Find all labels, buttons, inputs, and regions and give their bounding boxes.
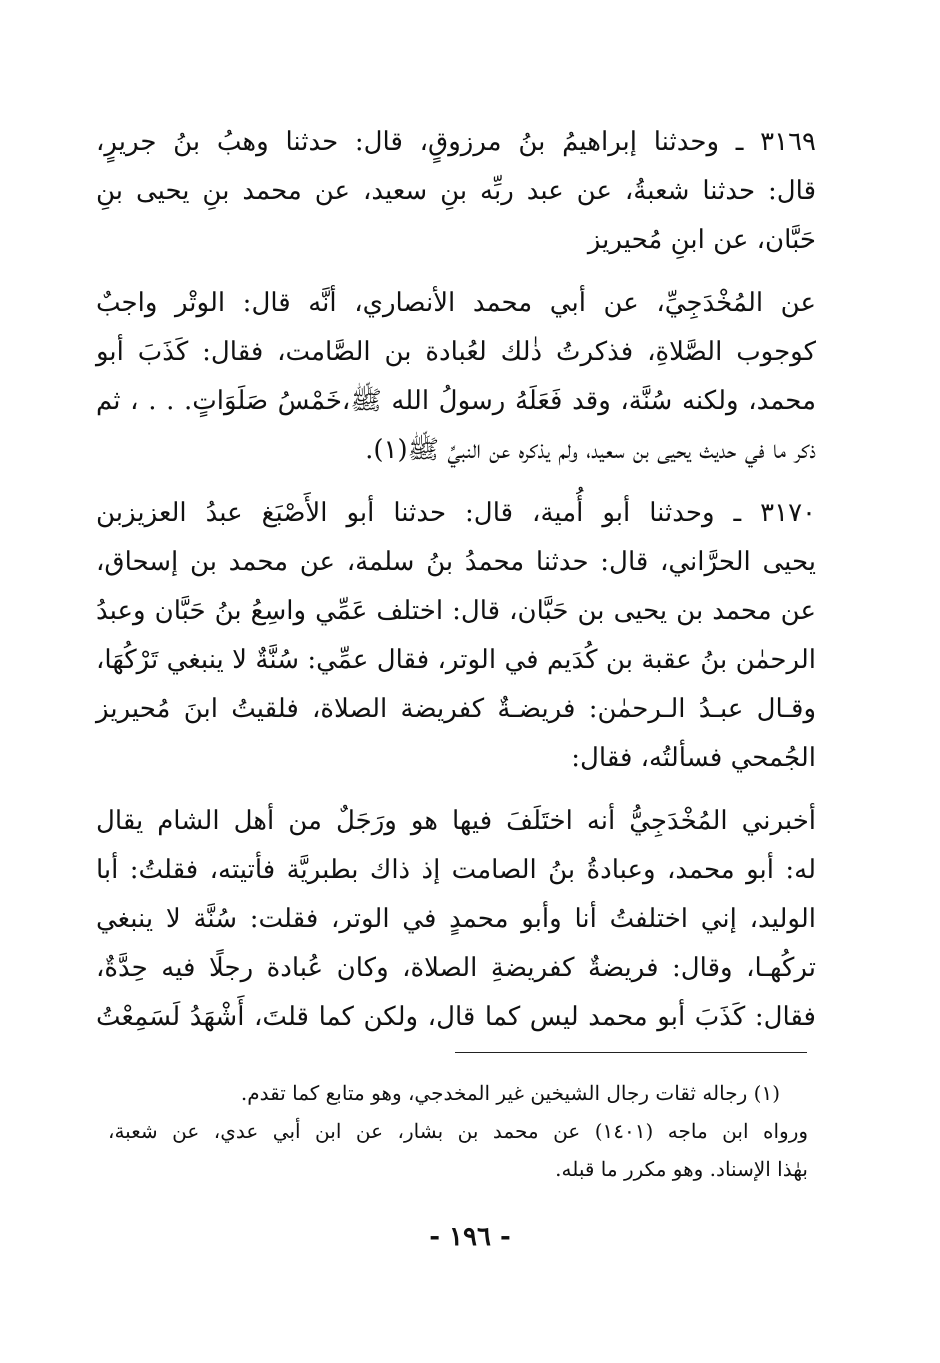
footnote-divider <box>455 1052 807 1053</box>
text-line: أخبرني المُخْدَجِيُّ أنه اختَلَفَ فيها هو ورَجَلٌ من أهل الشام يقال <box>96 806 816 836</box>
text-line: تركُهـا، وقال: فريضةٌ كفريضةِ الصلاة، وكان عُبادة رجلًا فيه حِدَّةٌ، <box>96 953 816 983</box>
text-line: الوليد، إني اختلفتُ أنا وأبو محمدٍ في الوتر، فقلت: سُنَّة لا ينبغي <box>96 904 816 934</box>
hadith-3170 <box>96 489 816 783</box>
text-line: فقال: كَذَبَ أبو محمد ليس كما قال، ولكن كما قلتَ، أَشْهَدُ لَسَمِعْتُ <box>96 1002 816 1032</box>
footnote-line: ورواه ابن ماجه (١٤٠١) عن محمد بن بشار، عن ابن أبي عدي، عن شعبة، <box>108 1119 809 1143</box>
text-line: كوجوب الصَّلاةِ، فذكرتُ ذٰلك لعُبادة بن الصَّامت، فقال: كَذَبَ أبو <box>96 337 816 367</box>
text-line: ٣١٧٠ ـ وحدثنا أبو أُمية، قال: حدثنا أبو الأَصْبَغ عبدُ العزيزبن <box>96 498 816 528</box>
text-line: قال: حدثنا شعبةُ، عن عبد ربِّه بنِ سعيد، عن محمد بنِ يحيى بنِ <box>96 176 816 206</box>
text-line: محمد، ولكنه سُنَّة، وقد فَعَلَهُ رسولُ الله ﷺ،خَمْسُ صَلَوَاتٍ. . . ، ثم <box>96 386 816 416</box>
hadith-3170-continued <box>96 797 816 1042</box>
text-line: عن المُخْدَجِيِّ، عن أبي محمد الأنصاري، أنَّه قال: الوتْر واجبٌ <box>96 288 816 318</box>
text-line: ذكر ما في حديث يحيى بن سعيد، ولم يذكره عن النبيِّ ﷺ(١). <box>365 435 816 465</box>
main-text <box>96 118 816 1056</box>
text-line: يحيى الحرَّاني، قال: حدثنا محمدُ بنُ سلمة، عن محمد بن إسحاق، <box>96 547 816 577</box>
page-number: - ١٩٦ - <box>429 1222 511 1252</box>
hadith-3169 <box>96 118 816 265</box>
footnote-line: (١) رجاله ثقات رجال الشيخين غير المخدجي، وهو متابع كما تقدم. <box>240 1081 780 1105</box>
hadith-3169-continued <box>96 279 816 475</box>
text-line: حَبَّان، عن ابنِ مُحيريز <box>587 225 816 255</box>
text-line: عن محمد بن يحيى بن حَبَّان، قال: اختلف عَمِّي واسِعُ بنُ حَبَّان وعبدُ <box>96 596 816 626</box>
text-line: وقـال عبـدُ الـرحمٰن: فريضـةٌ كفريضة الصلاة، فلقيتُ ابنَ مُحيريز <box>96 694 816 724</box>
text-line: الرحمٰن بنُ عقبة بن كُدَيم في الوتر، فقال عمِّي: سُنَّةٌ لا ينبغي تَرْكُهَا، <box>96 645 816 675</box>
text-line: الجُمحي فسألتُه، فقال: <box>571 743 816 773</box>
text-line: ٣١٦٩ ـ وحدثنا إبراهيمُ بنُ مرزوقٍ، قال: حدثنا وهبُ بنُ جريرٍ، <box>96 127 816 157</box>
footnotes <box>108 1074 808 1188</box>
text-line: له: أبو محمد، وعبادةُ بنُ الصامت إذ ذاك بطبريَّة فأتيته، فقلتُ: أبا <box>96 855 816 885</box>
footnote-line: بهٰذا الإسناد. وهو مكرر ما قبله. <box>555 1157 808 1181</box>
